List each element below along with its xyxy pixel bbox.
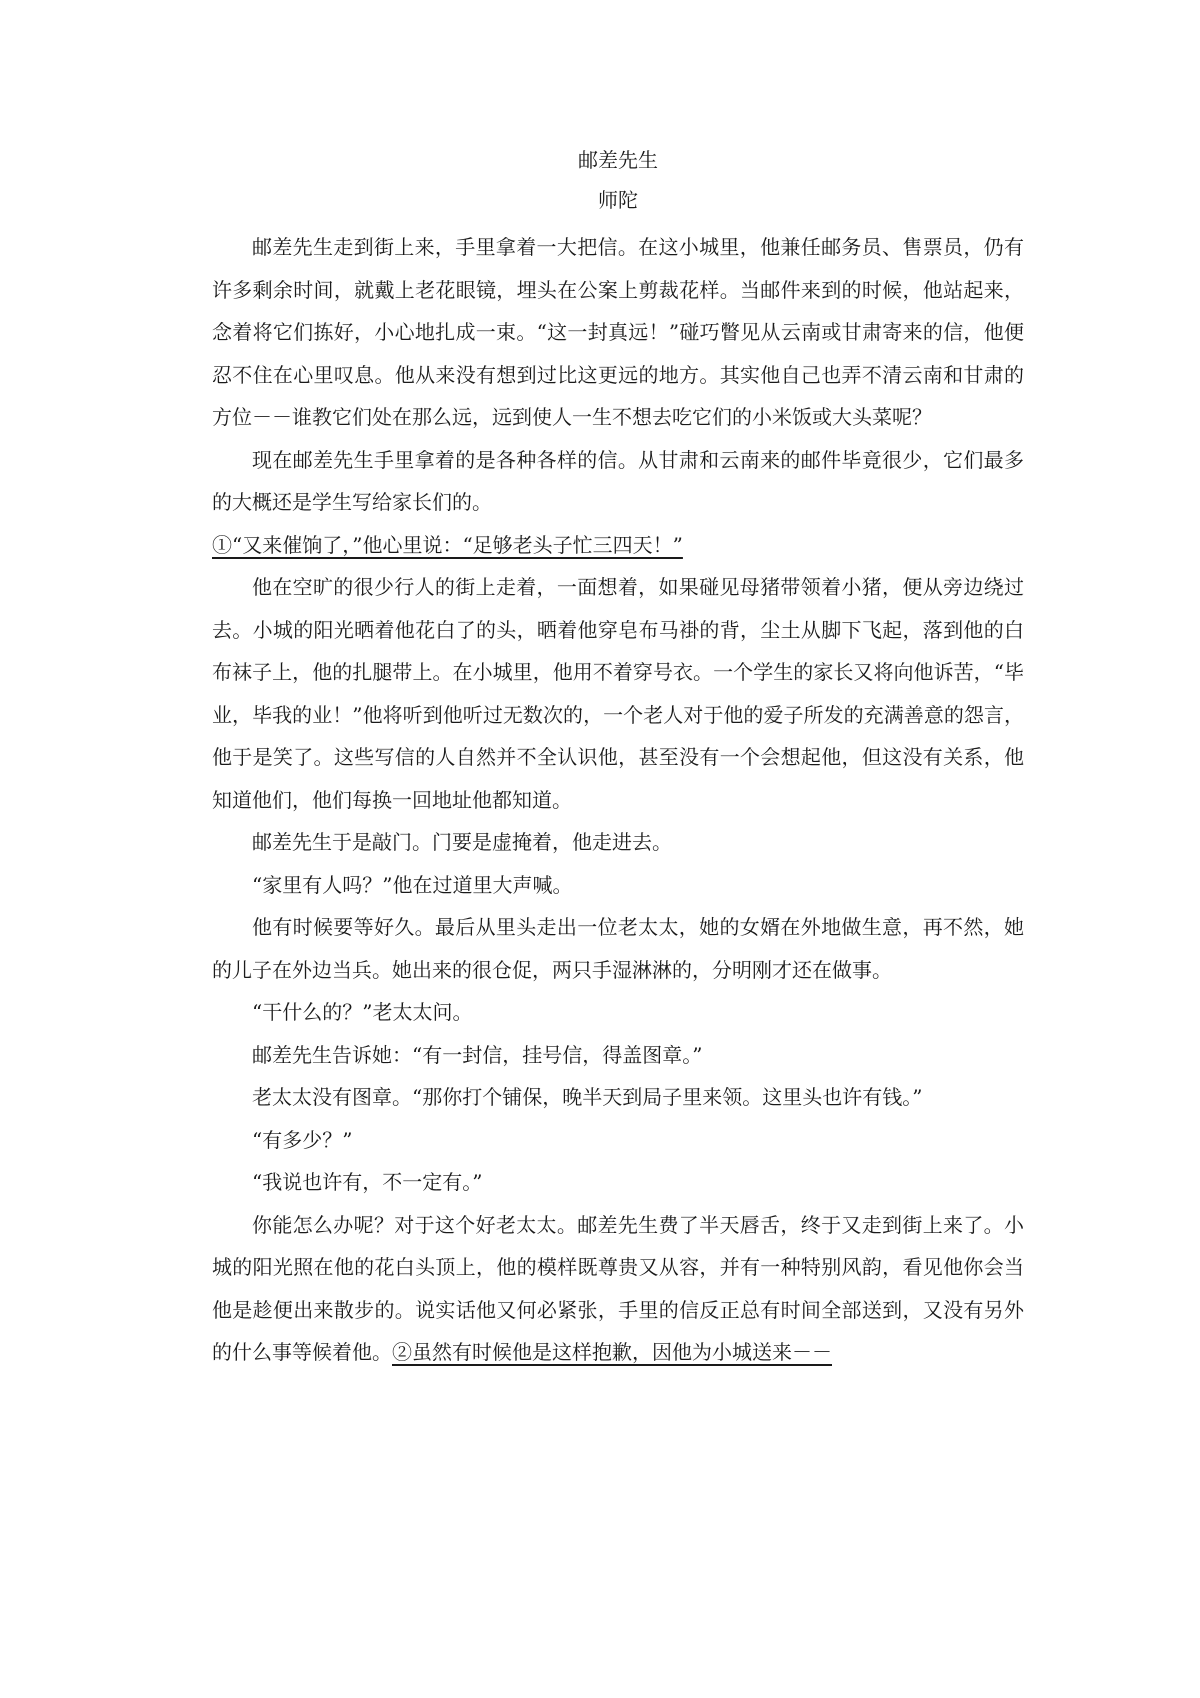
paragraph-text: 你能怎么办呢？对于这个好老太太。邮差先生费了半天唇舌，终于又走到街上来了。小城的阳光照在他的花白头顶上，他的模样既尊贵又从容，并有一种特别风韵，看见他你会当他是趁便出来散步的。说实话他又何必紧张，手里的信反正总有时间全部送到，又没有另外的什么事等候着他。 <box>212 1212 1024 1364</box>
paragraph: “有多少？” <box>252 1127 353 1152</box>
paragraph: 他在空旷的很少行人的街上走着，一面想着，如果碰见母猪带领着小猪，便从旁边绕过去。小城的阳光晒着他花白了的头，晒着他穿皂布马褂的背，尘土从脚下飞起，落到他的白布袜子上，他的扎腿带上。在小城里，他用不着穿号衣。一个学生的家长又将向他诉苦，“毕业，毕我的业！”他将听到他听过无数次的，一个老人对于他的爱子所发的充满善意的怨言，他于是笑了。这些写信的人自然并不全认识他，甚至没有一个会想起他，但这没有关系，他知道他们，他们每换一回地址他都知道。 <box>212 575 1024 812</box>
paragraph: 老太太没有图章。“那你打个铺保，晚半天到局子里来领。这里头也许有钱。” <box>252 1085 923 1109</box>
paragraph: “干什么的？”老太太问。 <box>252 1000 473 1024</box>
underlined-sentence-2: ②虽然有时候他是这样抱歉，因他为小城送来－－ <box>392 1340 832 1364</box>
article-title: 邮差先生 <box>578 148 658 172</box>
paragraph: 邮差先生告诉她：“有一封信，挂号信，得盖图章。” <box>252 1042 703 1067</box>
paragraph: “我说也许有，不一定有。” <box>252 1170 483 1194</box>
paragraph: 他有时候要等好久。最后从里头走出一位老太太，她的女婿在外地做生意，再不然，她的儿子在外边当兵。她出来的很仓促，两只手湿淋淋的，分明刚才还在做事。 <box>212 915 1024 982</box>
underlined-text: ①“又来催饷了，”他心里说：“足够老头子忙三四天！” <box>212 532 683 557</box>
paragraph-with-underline <box>212 1204 1024 1374</box>
paragraph: 现在邮差先生手里拿着的是各种各样的信。从甘肃和云南来的邮件毕竟很少，它们最多的大概还是学生写给家长们的。 <box>212 447 1024 514</box>
paragraph: 邮差先生走到街上来，手里拿着一大把信。在这小城里，他兼任邮务员、售票员，仍有许多剩余时间，就戴上老花眼镜，埋头在公案上剪裁花样。当邮件来到的时候，他站起来，念着将它们拣好，小心地扎成一束。“这一封真远！”碰巧瞥见从云南或甘肃寄来的信，他便忍不住在心里叹息。他从来没有想到过比这更远的地方。其实他自己也弄不清云南和甘肃的方位－－谁教它们处在那么远，远到使人一生不想去吃它们的小米饭或大头菜呢？ <box>212 235 1024 429</box>
article-author: 师陀 <box>598 188 638 212</box>
underlined-sentence-1 <box>212 524 1024 567</box>
document-page <box>212 140 1024 1374</box>
paragraph: “家里有人吗？”他在过道里大声喊。 <box>252 872 573 897</box>
paragraph: 邮差先生于是敲门。门要是虚掩着，他走进去。 <box>252 830 672 854</box>
